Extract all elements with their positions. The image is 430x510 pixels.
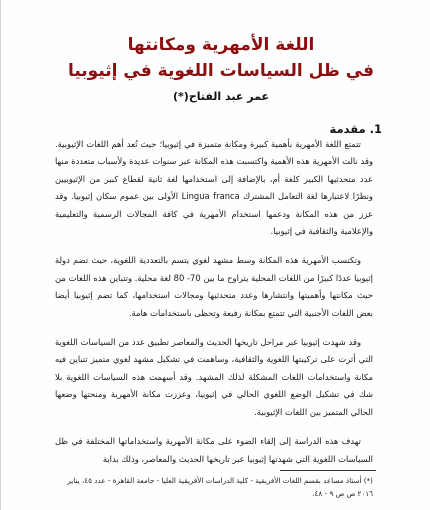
author-name: عمر عبد الفتاح(*) xyxy=(173,90,269,103)
title-line-1: اللغة الأمهرية ومكانتها xyxy=(127,35,315,55)
paper-title xyxy=(41,32,401,84)
paragraph-4: تهدف هذه الدراسة إلى إلقاء الضوء على مكانة الأمهرية واستخداماتها المختلفة في ظل السياسات اللغوية التي شهدتها إثيوبيا عبر تاريخها الحديث والمعاصر، وذلك بداية xyxy=(55,436,373,464)
body-text xyxy=(55,136,373,480)
footnote: (*) أستاذ مساعد بقسم اللغات الأفريقية - كلية الدراسات الأفريقية العليا - جامعة القاهرة - عدد ٤٥، يناير ٢٠١٦ ص ص ٩ - ٤٨. xyxy=(67,476,373,498)
title-line-2: في ظل السياسات اللغوية في إثيوبيا xyxy=(67,61,375,81)
paragraph-2: وتكتسب الأمهرية هذه المكانة وسط مشهد لغوي يتسم بالتعددية اللغوية، حيث تضم دولة إثيوبيا عددًا كبيرًا من اللغات المحلية يتراوح ما بين 70- 80 لغة محلية. وتتباين هذه اللغات من حيث مكانتها وأهميتها وانتشارها وعدد متحدثيها ومجالات استخدامها، كما تضم إثيوبيا أيضا بعض اللغات الأجنبية التي تتمتع بمكانة رفيعة وتحظى باستخدامات هامة. xyxy=(55,255,373,318)
footnote-divider xyxy=(280,470,376,471)
paragraph-3: وقد شهدت إثيوبيا عبر مراحل تاريخها الحديث والمعاصر تطبيق عدد من السياسات اللغوية التي أثرت على تركيبتها اللغوية والثقافية، وساهمت في تشكيل مشهد لغوي متميز تتباين فيه مكانة واستخدامات اللغات المشكلة لذلك المشهد. وقد أسهمت هذه السياسات اللغوية بلا شك في تشكيل الوضع اللغوي الحالي في إثيوبيا، وعززت مكانة الأمهرية ومنحتها وضعها الحالي المتميز بين اللغات الإثيوبية. xyxy=(55,337,373,417)
section-heading: 1. مقدمة xyxy=(329,122,382,136)
paragraph-1: تتمتع اللغة الأمهرية بأهمية كبيرة ومكانة متميزة في إثيوبيا؛ حيث تُعد أهم اللغات الإثيوبية. وقد نالت الأمهرية هذه الأهمية واكتسبت هذه المكانة عبر سنوات عديدة ولأسباب متعددة منها عدد متحدثيها الكبير كلغة أم، بالإضافة إلى استخدامها لغة ثانية لقطاع كبير من الإثيوبيين ونظرًا لاعتبارها لغة التعامل المشترك Lingua franca الأولى بين عموم سكان إثيوبيا. وقد عزز من هذه المكانة ودعمها استخدام الأمهرية في كافة المجالات الرسمية والتعليمية والإعلامية والثقافية في إثيوبيا. xyxy=(55,139,373,237)
